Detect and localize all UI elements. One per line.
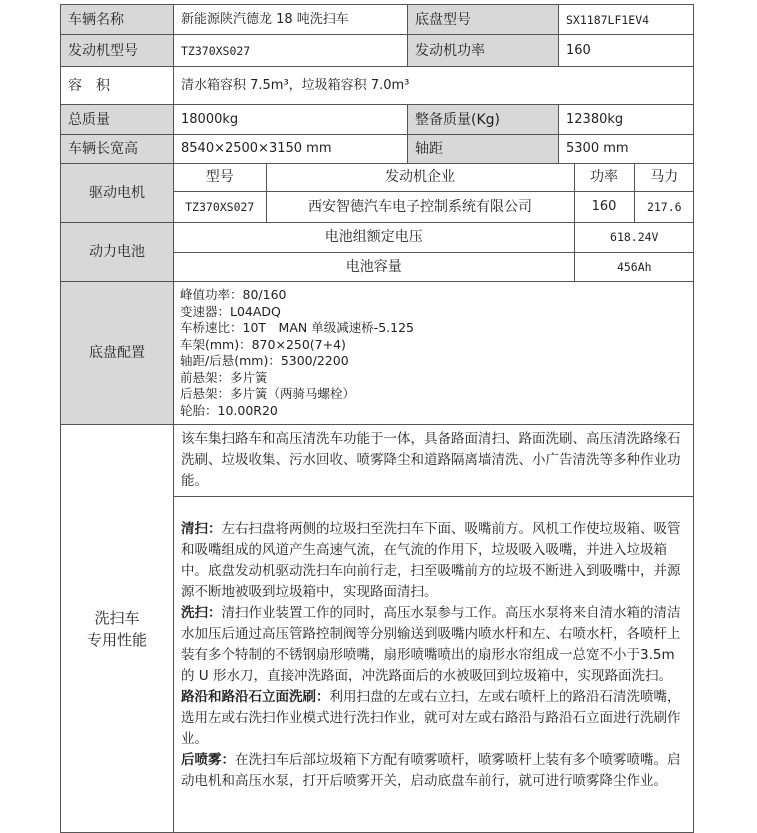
dimensions: 8540×2500×3150 mm [174,135,408,164]
motor-maker: 西安智德汽车电子控制系统有限公司 [266,191,574,222]
perf-section-text: 在洗扫车后部垃圾箱下方配有喷雾喷杆，喷雾喷杆上装有多个喷雾喷嘴。启动电机和高压水泵，打开后喷雾开关，启动底盘车前行，就可进行喷雾降尘作业。 [181,752,681,789]
motor-power: 160 [574,191,634,222]
perf-section-text: 清扫作业装置工作的同时，高压水泵参与工作。高压水泵将来自清水箱的清洁水加压后通过高压管路控制阀等分别输送到吸嘴内喷水杆和左、右喷水杆，各喷杆上装有多个特制的不锈钢扇形喷嘴，扇形喷嘴喷出的扇形水帘组成一总宽不小于3.5m 的 U 形水刀，直接冲洗路面，冲洗路面后的水被吸回到垃圾箱中，实现路面洗扫。 [181,605,681,684]
perf-label-line2: 专用性能 [86,630,147,649]
perf-section-text: 利用扫盘的左或右立扫，左或右喷杆上的路沿石清洗喷嘴，选用左或右洗扫作业模式进行洗扫作业，就可对左或右路沿与路沿石立面进行洗刷作业。 [181,689,681,747]
chassis-line: 轮胎：10.00R20 [180,402,278,418]
perf-section-curb-wash [181,687,687,750]
engine-power: 160 [559,35,694,67]
battery-capacity-label: 电池容量 [345,258,402,275]
label-total-mass: 总质量 [61,105,174,135]
battery-cell [174,223,694,282]
label-vehicle-name: 车辆名称 [61,5,174,35]
chassis-line: 峰值功率：80/160 [180,287,287,302]
perf-section-title: 洗扫： [181,605,222,621]
spec-table [60,4,694,833]
label-chassis-model: 底盘型号 [408,5,559,35]
motor-header-model: 型号 [174,164,266,191]
chassis-line: 变速器：L04ADQ [180,303,281,319]
perf-section-title: 后喷雾： [181,752,235,768]
performance-details [174,497,694,833]
capacity-value: 清水箱容积 7.5m³，垃圾箱容积 7.0m³ [174,67,694,105]
label-chassis-config: 底盘配置 [61,282,174,425]
motor-model: TZ370XS027 [185,199,255,214]
motor-table [174,164,694,222]
perf-section-text: 左右扫盘将两侧的垃圾扫至洗扫车下面、吸嘴前方。风机工作使垃圾箱、吸管和吸嘴组成的风道产生高速气流，在气流的作用下，垃圾吸入吸嘴，并进入垃圾箱中。底盘发动机驱动洗扫车向前行走，扫至吸嘴前方的垃圾不断进入到吸嘴中，并源源不断地被吸到垃圾箱中，实现路面清扫。 [181,521,681,600]
label-special-performance [61,425,174,833]
chassis-line: 后悬架：多片簧（两骑马螺栓） [180,386,356,401]
engine-model: TZ370XS027 [174,35,408,67]
chassis-line: 车架(mm)：870×250(7+4) [180,336,346,352]
chassis-line: 轴距/后悬(mm)：5300/2200 [180,353,349,368]
vehicle-name: 新能源陕汽德龙 18 吨洗扫车 [174,5,408,35]
label-wheelbase: 轴距 [408,135,559,164]
label-curb-mass: 整备质量(Kg) [408,105,559,135]
motor-header-maker: 发动机企业 [266,164,574,191]
chassis-line: 前悬架：多片簧 [180,369,268,385]
label-engine-model: 发动机型号 [61,35,174,67]
perf-section-rear-spray [181,750,687,792]
motor-header-hp: 马力 [634,164,694,191]
wheelbase: 5300 mm [559,135,694,164]
label-capacity: 容 积 [61,67,174,105]
motor-header-power: 功率 [574,164,634,191]
motor-hp: 217.6 [634,191,694,222]
label-engine-power: 发动机功率 [408,35,559,67]
chassis-config-list [174,282,694,425]
chassis-line: 车桥速比：10T MAN 单级减速桥-5.125 [180,320,414,335]
chassis-model: SX1187LF1EV4 [559,5,694,35]
perf-section-wash-sweep [181,603,687,687]
total-mass: 18000kg [174,105,408,135]
performance-intro: 该车集扫路车和高压清洗车功能于一体，具备路面清扫、路面洗刷、高压清洗路缘石洗刷、垃圾收集、污水回收、喷雾降尘和道路隔离墙清洗、小广告清洗等多种作业功能。 [174,425,694,497]
curb-mass: 12380kg [559,105,694,135]
label-dimensions: 车辆长宽高 [61,135,174,164]
perf-section-title: 清扫： [181,521,222,537]
label-power-battery: 动力电池 [61,223,174,282]
perf-label-line1: 洗扫车 [94,608,140,627]
label-drive-motor: 驱动电机 [61,164,174,223]
battery-table [174,223,694,281]
battery-capacity-value: 456Ah [574,252,694,281]
battery-voltage-label: 电池组额定电压 [174,223,574,252]
perf-section-sweeping [181,519,687,603]
perf-section-title: 路沿和路沿石立面洗刷： [181,689,330,705]
motor-cell [174,164,694,223]
battery-voltage-value: 618.24V [574,223,694,252]
